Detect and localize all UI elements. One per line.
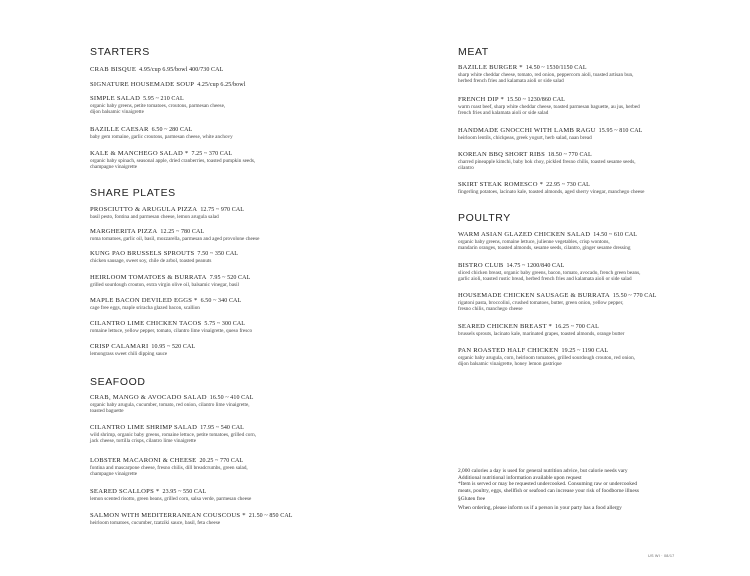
menu-item-price: 22.95 ~ 730 CAL	[546, 182, 590, 188]
menu-item-title	[90, 95, 225, 103]
menu-item-price: 4.25/cup 6.25/bowl	[197, 82, 246, 88]
menu-item-name: KUNG PAO BRUSSELS SPROUTS	[90, 250, 195, 257]
menu-item-price: 7.50 ~ 350 CAL	[197, 251, 239, 257]
note-line: meats, poultry, eggs, shellfish or seafood can increase your risk of foodborne illness	[458, 487, 639, 494]
menu-item-name: KALE & MANCHEGO SALAD *	[90, 150, 189, 157]
menu-item-description: fresno chilis, manchego cheese	[458, 306, 523, 313]
menu-item-title	[90, 126, 233, 134]
menu-item-title	[458, 96, 640, 104]
menu-item-price: 7.25 ~ 370 CAL	[191, 151, 233, 157]
menu-item-description: heirloom tomatoes, cucumber, tzatziki sauce, basil, feta cheese	[90, 520, 221, 526]
menu-item-description: champagne vinaigrette	[90, 164, 138, 171]
menu-item-price: 15.95 ~ 810 CAL	[598, 128, 643, 134]
menu-code: US WI · 08/17	[648, 554, 675, 558]
note-line: Additional nutritional information available upon request	[458, 474, 582, 481]
menu-item-price: 15.50 ~ 770 CAL	[612, 293, 657, 299]
menu-item-name: MAPLE BACON DEVILED EGGS *	[90, 297, 198, 304]
menu-item	[90, 228, 259, 242]
menu-item-title	[458, 292, 657, 300]
menu-item	[458, 262, 640, 283]
menu-item-price: 7.95 ~ 520 CAL	[209, 275, 251, 281]
menu-item-description: basil pesto, fontina and parmesan cheese, lemon arugula salad	[90, 214, 219, 220]
menu-item	[90, 126, 233, 140]
menu-item-name: CRAB, MANGO & AVOCADO SALAD	[90, 394, 207, 401]
menu-item	[90, 394, 253, 415]
menu-item-name: SIMPLE SALAD	[90, 95, 141, 102]
menu-item-description: dijon balsamic vinaigrette	[90, 109, 144, 116]
menu-item-title	[90, 206, 244, 214]
menu-item-price: 6.50 ~ 280 CAL	[151, 127, 193, 133]
menu-item-description: warm roast beef, sharp white cheddar cheese, toasted parmesan baguette, au jus, herbed	[458, 104, 640, 110]
menu-item-name: HEIRLOOM TOMATOES & BURRATA	[90, 274, 207, 281]
menu-item-price: 5.75 ~ 300 CAL	[204, 321, 246, 327]
menu-item	[458, 292, 657, 313]
menu-item	[90, 424, 256, 445]
menu-item-name: PAN ROASTED HALF CHICKEN	[458, 347, 559, 354]
menu-item-description: fingerling potatoes, lacinato kale, toasted almonds, aged sherry vinegar, manchego cheese	[458, 189, 645, 195]
menu-item-name: BISTRO CLUB	[458, 262, 504, 269]
menu-item-description: organic baby arugula, corn, heirloom tomatoes, grilled sourdough crouton, red onion,	[458, 355, 635, 361]
menu-item	[458, 323, 624, 337]
menu-item-description: mandarin oranges, toasted almonds, sesame seeds, cilantro, ginger sesame dressing	[458, 245, 631, 252]
menu-item	[458, 181, 644, 195]
menu-item-title	[90, 343, 195, 351]
menu-item-name: SEARED SCALLOPS *	[90, 488, 160, 495]
menu-item-description: grilled sourdough crouton, extra virgin olive oil, balsamic vinegar, basil	[90, 282, 239, 288]
menu-item-name: HOUSEMADE CHICKEN SAUSAGE & BURRATA	[458, 292, 610, 299]
menu-item-name: BAZILLE CAESAR	[90, 126, 149, 133]
menu-item-name: SEARED CHICKEN BREAST *	[458, 323, 553, 330]
menu-item-title	[458, 181, 644, 189]
menu-item	[90, 206, 244, 220]
menu-item	[458, 127, 642, 141]
menu-item	[90, 488, 251, 502]
note-line: When ordering, please inform us if a person in your party has a food allergy	[458, 504, 622, 511]
section-title-seafood: SEAFOOD	[90, 376, 146, 388]
menu-item-price: 10.95 ~ 520 CAL	[151, 344, 196, 350]
menu-item-description: sliced chicken breast, organic baby greens, bacon, tomato, avocado, french green beans,	[458, 270, 641, 276]
section-title-starters: STARTERS	[90, 46, 150, 58]
menu-item-description: organic baby greens, petite tomatoes, croutons, parmesan cheese,	[90, 103, 226, 109]
menu-item-description: herbed french fries and kalamata aioli or side salad	[458, 78, 564, 85]
menu-item-title	[458, 151, 636, 159]
menu-item-name: LOBSTER MACARONI & CHEESE	[90, 457, 197, 464]
menu-item-price: 12.75 ~ 970 CAL	[200, 207, 245, 213]
menu-item-name: CILANTRO LIME SHRIMP SALAD	[90, 424, 198, 431]
menu-item-description: garlic aioli, toasted rustic bread, herbed french fries and kalamata aioli or side salad	[458, 276, 632, 283]
menu-item-description: wild shrimp, organic baby greens, romaine lettuce, petite tomatoes, grilled corn,	[90, 432, 256, 438]
menu-item-description: cilantro	[458, 165, 474, 172]
menu-item-name: WARM ASIAN GLAZED CHICKEN SALAD	[458, 231, 591, 238]
menu-item-name: KOREAN BBQ SHORT RIBS	[458, 151, 545, 158]
menu-item-name: SALMON WITH MEDITERRANEAN COUSCOUS *	[90, 512, 246, 519]
menu-item	[458, 151, 636, 172]
menu-item-price: 14.50 ~ 1530/1150 CAL	[525, 65, 587, 71]
menu-item	[458, 64, 633, 85]
menu-item-name: FRENCH DIP *	[458, 96, 504, 103]
section-title-meat: MEAT	[458, 46, 489, 58]
menu-item-description: organic baby arugula, cucumber, tomato, red onion, cilantro lime vinaigrette,	[90, 402, 250, 408]
menu-item	[90, 95, 225, 116]
menu-item	[90, 297, 241, 311]
menu-item-name: SKIRT STEAK ROMESCO *	[458, 181, 544, 188]
menu-item-title	[90, 512, 293, 520]
menu-item-name: CILANTRO LIME CHICKEN TACOS	[90, 320, 202, 327]
menu-item-description: chicken sausage, sweet soy, chile de arbol, toasted peanuts	[90, 258, 212, 264]
menu-item-title	[458, 231, 637, 239]
menu-item-title	[90, 150, 255, 158]
menu-item-description: sharp white cheddar cheese, tomato, red onion, peppercorn aioli, toasted artisan bun,	[458, 72, 634, 78]
menu-item-name: MARGHERITA PIZZA	[90, 228, 158, 235]
menu-item-title	[458, 127, 642, 135]
menu-item-title	[90, 488, 251, 496]
menu-item-price: 16.50 ~ 410 CAL	[209, 395, 254, 401]
menu-item	[90, 81, 246, 89]
note-line: *Item is served or may be requested undercooked. Consuming raw or undercooked	[458, 481, 638, 488]
section-title-poultry: POULTRY	[458, 212, 511, 224]
menu-item-description: rigatoni pasta, broccolini, crushed tomatoes, butter, green onion, yellow pepper,	[458, 300, 624, 306]
menu-item-description: dijon balsamic vinaigrette, honey lemon gastrique	[458, 361, 562, 368]
menu-item-name: CRAB BISQUE	[90, 66, 137, 73]
menu-item	[458, 96, 640, 117]
menu-item-title	[458, 347, 635, 355]
menu-item-price: 18.50 ~ 770 CAL	[548, 152, 592, 158]
menu-item-title	[90, 250, 238, 258]
menu-item-price: 23.95 ~ 550 CAL	[162, 489, 207, 495]
menu-item-title	[90, 320, 252, 328]
section-title-share-plates: SHARE PLATES	[90, 187, 176, 199]
menu-item-price: 19.25 ~ 1190 CAL	[561, 348, 609, 354]
nutrition-notes	[458, 468, 708, 512]
menu-item-title	[458, 64, 633, 72]
menu-item-title	[90, 228, 259, 236]
menu-item-description: heirloom lentils, chickpeas, greek yogurt, herb salad, naan bread	[458, 135, 592, 141]
menu-item-description: charred pineapple kimchi, baby bok choy, pickled fresno chilis, toasted sesame seeds,	[458, 159, 636, 165]
menu-item	[90, 150, 255, 171]
menu-item-description: cage free eggs, maple sriracha glazed bacon, scallion	[90, 305, 200, 311]
menu-item-description: brussels sprouts, lacinato kale, marinated grapes, toasted almonds, orange butter	[458, 331, 625, 337]
menu-item	[458, 347, 635, 368]
menu-item	[90, 66, 223, 74]
menu-item-title	[90, 394, 253, 402]
menu-item-title	[90, 424, 256, 432]
menu-item-price: 12.25 ~ 780 CAL	[160, 229, 205, 235]
menu-item	[90, 512, 293, 526]
menu-item-title	[90, 297, 241, 305]
note-line: 2,000 calories a day is used for general nutrition advice, but calorie needs vary	[458, 468, 628, 474]
menu-item-name: SIGNATURE HOUSEMADE SOUP	[90, 81, 195, 88]
menu-item-description: roma tomatoes, garlic oil, basil, mozzarella, parmesan and aged provolone cheese	[90, 236, 260, 242]
menu-item-price: 16.25 ~ 700 CAL	[555, 324, 599, 330]
menu-item-title	[458, 262, 640, 270]
menu-item-price: 20.25 ~ 770 CAL	[199, 458, 244, 464]
menu-item-title	[90, 457, 248, 465]
menu-item	[90, 320, 252, 334]
menu-item-title	[90, 66, 223, 74]
menu-item-price: 17.95 ~ 540 CAL	[200, 425, 244, 431]
menu-item-description: fontina and mascarpone cheese, fresno chilis, dill breadcrumbs, green salad,	[90, 465, 248, 471]
menu-item-title	[90, 81, 246, 89]
menu-item-description: french fries and kalamata aioli or side salad	[458, 110, 549, 117]
menu-item-description: champagne vinaigrette	[90, 471, 138, 478]
menu-item-price: 14.75 ~ 1200/840 CAL	[506, 263, 565, 269]
menu-item	[90, 343, 195, 357]
menu-item-price: 21.50 ~ 850 CAL	[248, 513, 293, 519]
menu-item-name: PROSCIUTTO & ARUGULA PIZZA	[90, 206, 198, 213]
menu-item-title	[90, 274, 250, 282]
menu-item-description: romaine lettuce, yellow pepper, tomato, cilantro lime vinaigrette, queso fresco	[90, 328, 253, 334]
note-line: §Gluten free	[458, 496, 486, 503]
menu-item-price: 6.50 ~ 340 CAL	[200, 298, 242, 304]
menu-item	[90, 457, 248, 478]
menu-item	[458, 231, 637, 252]
menu-item	[90, 274, 250, 288]
menu-item-name: HANDMADE GNOCCHI WITH LAMB RAGU	[458, 127, 596, 134]
menu-item-description: lemon scented risotto, green beans, grilled corn, salsa verde, parmesan cheese	[90, 496, 252, 502]
menu-item-description: baby gem romaine, garlic croutons, parmesan cheese, white anchovy	[90, 134, 233, 140]
menu-item-name: BAZILLE BURGER *	[458, 64, 523, 71]
menu-item	[90, 250, 238, 264]
menu-item-description: organic baby spinach, seasonal apple, dried cranberries, toasted pumpkin seeds,	[90, 158, 256, 164]
menu-item-description: organic baby greens, romaine lettuce, julienne vegetables, crisp wontons,	[458, 239, 610, 245]
menu-item-description: lemongrass sweet chili dipping sauce	[90, 351, 168, 357]
menu-item-price: 5.95 ~ 210 CAL	[143, 96, 184, 102]
menu-item-price: 14.50 ~ 610 CAL	[593, 232, 638, 238]
menu-item-title	[458, 323, 624, 331]
menu-item-price: 4.95/cup 6.95/bowl 400/730 CAL	[139, 67, 224, 73]
menu-item-description: jack cheese, tortilla crisps, cilantro lime vinaigrette	[90, 438, 197, 445]
menu-item-name: CRISP CALAMARI	[90, 343, 149, 350]
menu-item-description: toasted baguette	[90, 408, 124, 415]
menu-item-price: 15.50 ~ 1230/860 CAL	[507, 97, 565, 103]
